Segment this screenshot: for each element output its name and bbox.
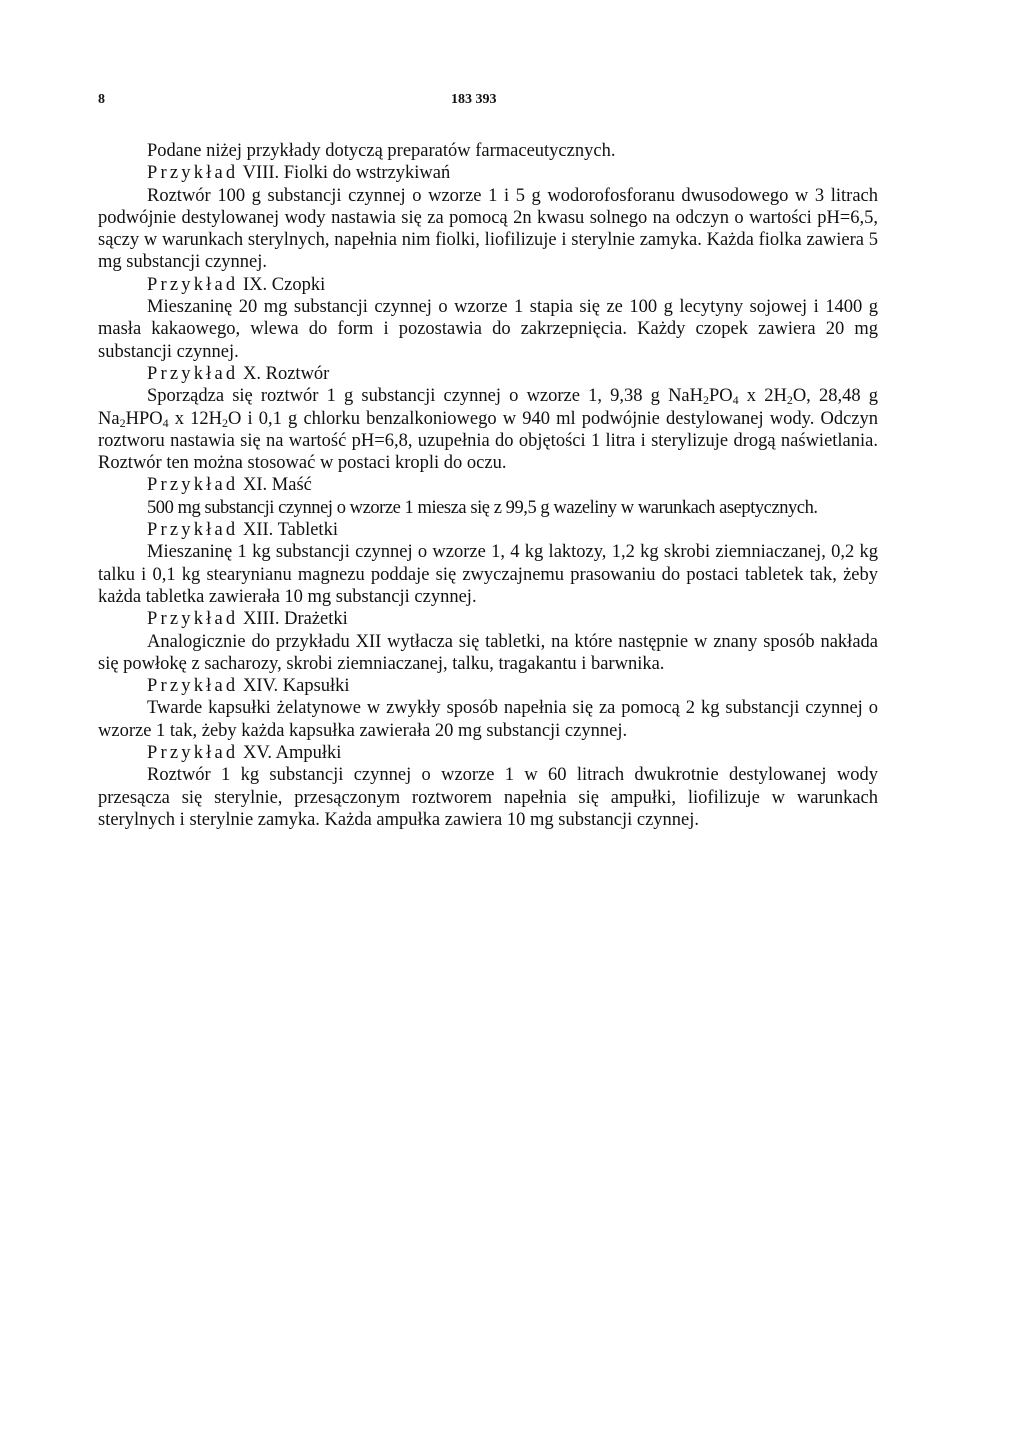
example-number: XV.	[243, 743, 272, 764]
example-number: XIII.	[243, 609, 280, 630]
example-body-ix: Mieszaninę 20 mg substancji czynnej o wzorze 1 stapia się ze 100 g lecytyny sojowej i 1400 g masła kakaowego, wlewa do form i pozostawia do zakrzepnięcia. Każdy czopek zawiera 20 mg substancji czynnej.	[98, 297, 878, 362]
document-body	[98, 140, 878, 831]
example-heading-x	[98, 363, 878, 385]
example-body-xii: Mieszaninę 1 kg substancji czynnej o wzorze 1, 4 kg laktozy, 1,2 kg skrobi ziemniaczanej, 0,2 kg talku i 0,1 kg stearynianu magnezu poddaje się zwyczajnemu prasowaniu do postaci tabletek tak, żeby każda tabletka zawierała 10 mg substancji czynnej.	[98, 542, 878, 607]
example-heading-ix	[98, 274, 878, 296]
example-title: Tabletki	[277, 520, 338, 541]
example-heading-viii	[98, 162, 878, 184]
example-number: VIII.	[242, 163, 280, 184]
example-label: Przykład	[147, 363, 239, 384]
example-title: Fiolki do wstrzykiwań	[283, 163, 451, 184]
text-run: x 2H	[738, 386, 787, 407]
example-title: Drażetki	[284, 609, 348, 630]
subscript: 2	[786, 393, 793, 408]
patent-number: 183 393	[451, 92, 497, 107]
example-title: Roztwór	[265, 363, 330, 384]
example-number: XII.	[243, 520, 274, 541]
text-run: O, 28,48 g Na	[98, 386, 878, 429]
example-number: XIV.	[243, 676, 279, 697]
text-run: O i 0,1 g chlorku benzalkoniowego w 940 ml podwójnie destylowanej wody. Odczyn roztworu nastawia się na wartość pH=6,8, uzupełnia do objętości 1 litra i sterylizuje drogą naświetlania. Roztwór ten można stosować w postaci kropli do oczu.	[98, 408, 878, 474]
example-label: Przykład	[147, 274, 239, 295]
subscript: 2	[119, 415, 126, 430]
example-body-xiv: Twarde kapsułki żelatynowe w zwykły sposób napełnia się za pomocą 2 kg substancji czynnej o wzorze 1 tak, żeby każda kapsułka zawierała 20 mg substancji czynnej.	[98, 698, 878, 741]
page-header	[98, 92, 908, 116]
text-run: x 12H	[168, 408, 222, 429]
example-label: Przykład	[147, 676, 239, 697]
example-heading-xiv	[98, 675, 878, 697]
example-body-xiii: Analogicznie do przykładu XII wytłacza się tabletki, na które następnie w znany sposób nakłada się powłokę z sacharozy, skrobi ziemniaczanej, talku, tragakantu i barwnika.	[98, 631, 878, 674]
example-body-xi: 500 mg substancji czynnej o wzorze 1 miesza się z 99,5 g wazeliny w warunkach aseptycznych.	[147, 497, 818, 518]
example-title: Kapsułki	[282, 676, 350, 697]
text-run: HPO	[125, 408, 163, 429]
example-title: Maść	[271, 475, 312, 496]
example-number: X.	[243, 363, 261, 384]
subscript: 4	[732, 393, 739, 408]
example-label: Przykład	[147, 163, 239, 184]
example-number: XI.	[243, 475, 268, 496]
example-heading-xv	[98, 742, 878, 764]
example-title: Ampułki	[275, 743, 342, 764]
page-number: 8	[98, 92, 105, 107]
example-label: Przykład	[147, 475, 239, 496]
example-title: Czopki	[271, 274, 326, 295]
example-number: IX.	[243, 274, 268, 295]
example-heading-xi	[98, 474, 878, 496]
example-body-viii: Roztwór 100 g substancji czynnej o wzorze 1 i 5 g wodorofosforanu dwusodowego w 3 litrach podwójnie destylowanej wody nastawia się za pomocą 2n kwasu solnego na odczyn o wartości pH=6,5, sączy w warunkach sterylnych, napełnia nim fiolki, liofilizuje i sterylnie zamyka. Każda fiolka zawiera 5 mg substancji czynnej.	[98, 185, 878, 273]
subscript: 2	[222, 415, 228, 430]
example-heading-xiii	[98, 608, 878, 630]
example-body-xv: Roztwór 1 kg substancji czynnej o wzorze 1 w 60 litrach dwukrotnie destylowanej wody przesącza się sterylnie, przesączonym roztworem napełnia się ampułki, liofilizuje w warunkach sterylnych i sterylnie zamyka. Każda ampułka zawiera 10 mg substancji czynnej.	[98, 765, 878, 830]
intro-paragraph: Podane niżej przykłady dotyczą preparatów farmaceutycznych.	[147, 141, 616, 161]
subscript: 4	[162, 415, 169, 430]
text-run: PO	[709, 386, 733, 407]
example-label: Przykład	[147, 743, 239, 764]
text-run: Sporządza się roztwór 1 g substancji czynnej o wzorze 1, 9,38 g NaH	[147, 386, 703, 407]
subscript: 2	[703, 393, 709, 408]
example-label: Przykład	[147, 520, 239, 541]
example-body-x	[98, 385, 878, 474]
example-heading-xii	[98, 519, 878, 541]
example-label: Przykład	[147, 609, 239, 630]
